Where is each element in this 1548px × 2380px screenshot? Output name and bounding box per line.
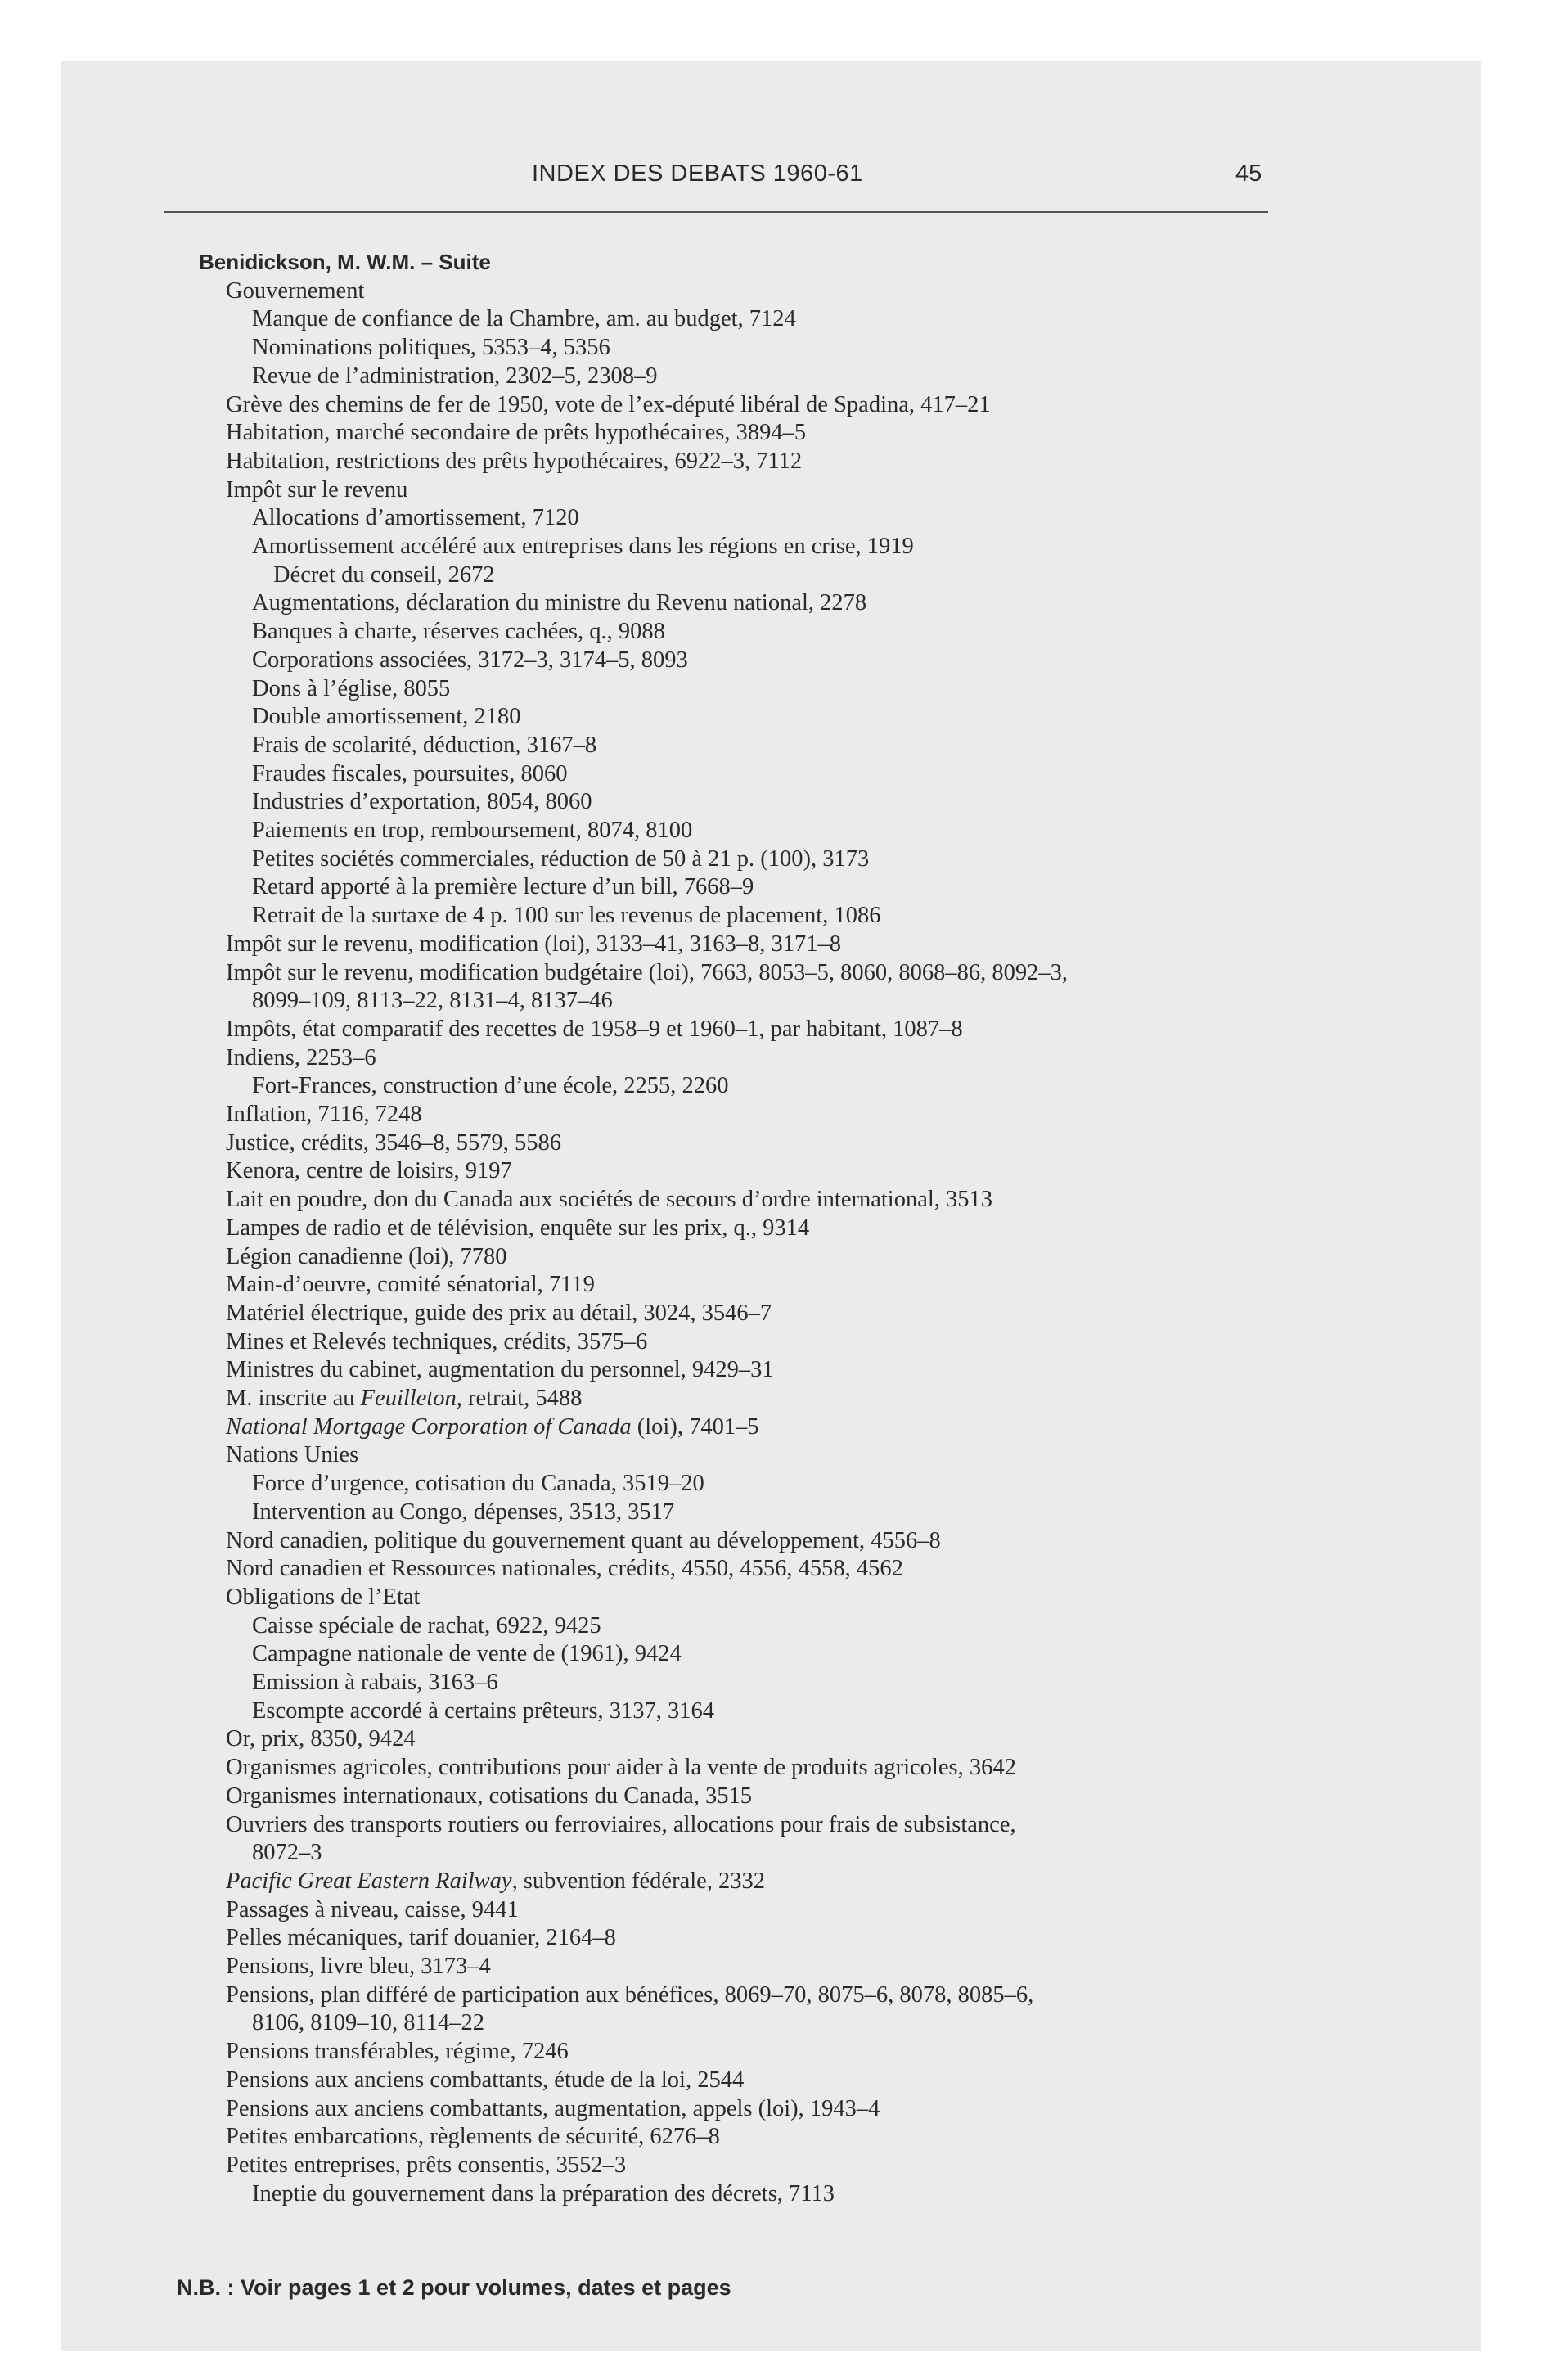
index-entry: Matériel électrique, guide des prix au détail, 3024, 3546–7 bbox=[226, 1300, 772, 1326]
index-entry: Inflation, 7116, 7248 bbox=[226, 1102, 422, 1127]
entry-text: , subvention fédérale, 2332 bbox=[511, 1868, 766, 1894]
index-entry: Campagne nationale de vente de (1961), 9424 bbox=[252, 1641, 682, 1667]
page-number: 45 bbox=[1235, 160, 1262, 187]
index-entry: Paiements en trop, remboursement, 8074, 8100 bbox=[252, 818, 693, 843]
index-entry: Décret du conseil, 2672 bbox=[273, 561, 495, 588]
index-entry: Ouvriers des transports routiers ou ferroviaires, allocations pour frais de subsistance, bbox=[226, 1811, 1016, 1837]
index-entry: Retrait de la surtaxe de 4 p. 100 sur les revenus de placement, 1086 bbox=[252, 903, 881, 929]
index-entry: Corporations associées, 3172–3, 3174–5, 8093 bbox=[252, 647, 688, 673]
index-entry: Lait en poudre, don du Canada aux sociétés de secours d’ordre international, 3513 bbox=[226, 1187, 993, 1213]
index-entry: Fort-Frances, construction d’une école, 2255, 2260 bbox=[252, 1073, 729, 1099]
index-entry: Petites entreprises, prêts consentis, 3552–3 bbox=[226, 2152, 627, 2178]
index-entry: Petites embarcations, règlements de sécurité, 6276–8 bbox=[226, 2124, 720, 2150]
index-entry: Pensions transférables, régime, 7246 bbox=[226, 2039, 569, 2065]
index-entry: Nominations politiques, 5353–4, 5356 bbox=[252, 335, 610, 361]
entry-text: M. inscrite au bbox=[226, 1386, 361, 1411]
index-entry: Pensions aux anciens combattants, augmentation, appels (loi), 1943–4 bbox=[226, 2095, 880, 2121]
italic-title: Feuilleton bbox=[360, 1386, 457, 1411]
index-entry: Manque de confiance de la Chambre, am. au budget, 7124 bbox=[252, 306, 796, 332]
index-entry: Habitation, restrictions des prêts hypothécaires, 6922–3, 7112 bbox=[226, 448, 803, 474]
index-entry: Impôt sur le revenu bbox=[226, 476, 408, 503]
index-entry: Nord canadien et Ressources nationales, crédits, 4550, 4556, 4558, 4562 bbox=[226, 1556, 903, 1582]
index-entry: Pensions, livre bleu, 3173–4 bbox=[226, 1954, 491, 1979]
index-entry: Organismes agricoles, contributions pour aider à la vente de produits agricoles, 3642 bbox=[226, 1755, 1016, 1781]
index-entry: Impôt sur le revenu, modification (loi), 3133–41, 3163–8, 3171–8 bbox=[226, 931, 841, 957]
index-entry: Benidickson, M. W.M. – Suite bbox=[199, 250, 491, 274]
index-entry bbox=[226, 1866, 765, 1896]
index-entry: Caisse spéciale de rachat, 6922, 9425 bbox=[252, 1612, 601, 1639]
index-entry: Grève des chemins de fer de 1950, vote de l’ex-député libéral de Spadina, 417–21 bbox=[226, 391, 991, 417]
footer-note: N.B. : Voir pages 1 et 2 pour volumes, dates et pages bbox=[177, 2275, 731, 2300]
index-entry: Justice, crédits, 3546–8, 5579, 5586 bbox=[226, 1129, 562, 1156]
index-entry: Force d’urgence, cotisation du Canada, 3519–20 bbox=[252, 1471, 704, 1497]
index-entry: Augmentations, déclaration du ministre du Revenu national, 2278 bbox=[252, 590, 867, 616]
index-entry: Dons à l’église, 8055 bbox=[252, 675, 451, 701]
index-entry: Impôt sur le revenu, modification budgétaire (loi), 7663, 8053–5, 8060, 8068–86, 8092–3, bbox=[226, 959, 1068, 985]
index-entry: Intervention au Congo, dépenses, 3513, 3517 bbox=[252, 1499, 675, 1525]
index-entry: Gouvernement bbox=[226, 277, 365, 304]
header-rule bbox=[164, 211, 1268, 213]
index-entry: Escompte accordé à certains prêteurs, 3137, 3164 bbox=[252, 1697, 715, 1724]
italic-title: Pacific Great Eastern Railway bbox=[226, 1868, 512, 1894]
index-entry: Double amortissement, 2180 bbox=[252, 704, 521, 730]
index-entry: Pelles mécaniques, tarif douanier, 2164–8 bbox=[226, 1925, 616, 1951]
index-entry: Petites sociétés commerciales, réduction de 50 à 21 p. (100), 3173 bbox=[252, 845, 870, 872]
index-entry: Allocations d’amortissement, 7120 bbox=[252, 505, 579, 531]
index-entry: Main-d’oeuvre, comité sénatorial, 7119 bbox=[226, 1272, 595, 1298]
index-entry: Emission à rabais, 3163–6 bbox=[252, 1670, 498, 1695]
index-entry bbox=[226, 1383, 582, 1413]
page-title: INDEX DES DEBATS 1960-61 bbox=[532, 160, 863, 187]
index-entry: Habitation, marché secondaire de prêts hypothécaires, 3894–5 bbox=[226, 420, 807, 446]
index-entry: Kenora, centre de loisirs, 9197 bbox=[226, 1158, 512, 1184]
index-entry: Nord canadien, politique du gouvernement quant au développement, 4556–8 bbox=[226, 1527, 941, 1553]
index-entry: Indiens, 2253–6 bbox=[226, 1044, 376, 1071]
index-entry: 8106, 8109–10, 8114–22 bbox=[252, 2010, 484, 2036]
entry-text: (loi), 7401–5 bbox=[631, 1413, 759, 1440]
index-entry: Mines et Relevés techniques, crédits, 3575–6 bbox=[226, 1328, 648, 1355]
index-entry: Légion canadienne (loi), 7780 bbox=[226, 1243, 507, 1269]
index-entry bbox=[226, 1412, 759, 1442]
italic-title: National Mortgage Corporation of Canada bbox=[226, 1413, 632, 1440]
index-entry: Revue de l’administration, 2302–5, 2308–9 bbox=[252, 363, 658, 389]
index-entry: Impôts, état comparatif des recettes de 1958–9 et 1960–1, par habitant, 1087–8 bbox=[226, 1016, 963, 1042]
index-entry: Or, prix, 8350, 9424 bbox=[226, 1726, 416, 1752]
index-entry: Organismes internationaux, cotisations du Canada, 3515 bbox=[226, 1783, 752, 1809]
index-entry: 8099–109, 8113–22, 8131–4, 8137–46 bbox=[252, 988, 613, 1014]
index-entry: Nations Unies bbox=[226, 1442, 359, 1468]
index-entry: Obligations de l’Etat bbox=[226, 1584, 421, 1610]
index-entry: Retard apporté à la première lecture d’un bill, 7668–9 bbox=[252, 874, 754, 900]
index-entry: Passages à niveau, caisse, 9441 bbox=[226, 1896, 519, 1922]
index-entry: Pensions, plan différé de participation aux bénéfices, 8069–70, 8075–6, 8078, 8085–6, bbox=[226, 1981, 1034, 2008]
entry-text: , retrait, 5488 bbox=[456, 1386, 583, 1411]
index-entry: Amortissement accéléré aux entreprises dans les régions en crise, 1919 bbox=[252, 534, 914, 559]
index-entry: Frais de scolarité, déduction, 3167–8 bbox=[252, 732, 597, 758]
index-entry: 8072–3 bbox=[252, 1840, 322, 1866]
index-entry: Lampes de radio et de télévision, enquête sur les prix, q., 9314 bbox=[226, 1215, 810, 1241]
index-entry: Fraudes fiscales, poursuites, 8060 bbox=[252, 760, 568, 787]
index-entry: Ministres du cabinet, augmentation du personnel, 9429–31 bbox=[226, 1357, 774, 1383]
index-entry: Pensions aux anciens combattants, étude de la loi, 2544 bbox=[226, 2067, 745, 2093]
index-entry: Banques à charte, réserves cachées, q., 9088 bbox=[252, 619, 665, 645]
index-entry: Ineptie du gouvernement dans la préparation des décrets, 7113 bbox=[252, 2180, 835, 2206]
index-entry: Industries d’exportation, 8054, 8060 bbox=[252, 789, 592, 815]
